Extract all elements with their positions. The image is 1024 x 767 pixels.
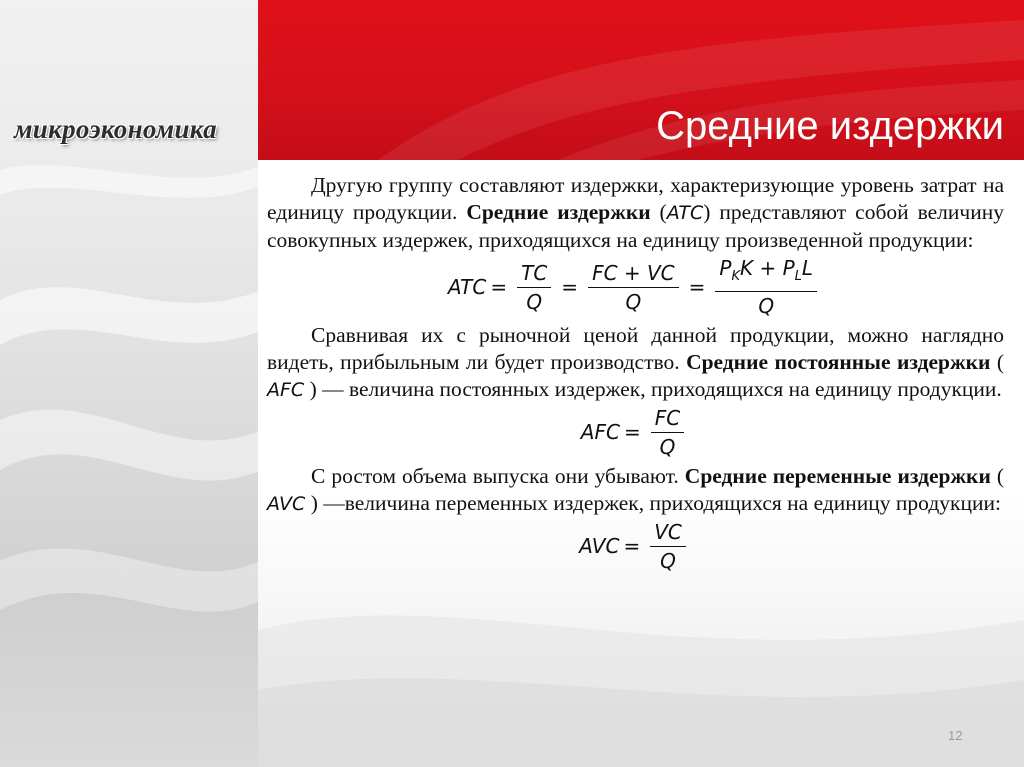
- numerator-end: L: [801, 256, 814, 280]
- fraction-numerator: [715, 256, 817, 292]
- equals-sign: =: [623, 420, 641, 444]
- p3-text-b: ) —величина переменных издержек, приходящихся на единицу продукции:: [305, 491, 1001, 515]
- fraction-numerator: FC + VC: [588, 261, 679, 288]
- p3-paren: (: [990, 464, 1004, 488]
- p3-text-a: С ростом объема выпуска они убывают.: [311, 464, 685, 488]
- p1-term: Средние издержки: [466, 200, 651, 224]
- subscript-k: K: [731, 269, 741, 284]
- fraction-pk-pl-q: [715, 256, 817, 318]
- fraction-denominator: Q: [625, 289, 642, 314]
- equals-sign: =: [688, 274, 706, 299]
- formula-atc-lhs: ATC: [447, 274, 487, 299]
- p1-text-a: Другую группу составляют издержки, характеризующие уровень затрат на единицу продукции.: [267, 173, 1004, 224]
- formula-avc: [267, 520, 1004, 573]
- p3-variable: AVC: [267, 493, 306, 515]
- fraction-fc-vc-q: [588, 261, 679, 314]
- equals-sign: =: [561, 274, 579, 299]
- numerator-middle: K + P: [740, 256, 795, 280]
- fraction-numerator: FC: [651, 406, 684, 433]
- paragraph-3: [267, 463, 1004, 518]
- p2-text-a: Сравнивая их с рыночной ценой данной продукции, можно наглядно видеть, прибыльным ли будет производство.: [267, 323, 1004, 374]
- fraction-vc-q: [650, 520, 686, 573]
- p2-term: Средние постоянные издержки: [686, 350, 991, 374]
- fraction-numerator: TC: [517, 261, 551, 288]
- subject-label: микроэкономика: [14, 114, 217, 144]
- paragraph-1: [267, 172, 1004, 254]
- slide-body: [267, 172, 1004, 577]
- fraction-fc-q: [651, 406, 684, 459]
- p2-variable: AFC: [267, 379, 305, 401]
- price-symbol: P: [719, 256, 732, 280]
- page-number: 12: [948, 728, 963, 743]
- fraction-denominator: Q: [526, 289, 543, 314]
- subscript-l: L: [794, 269, 802, 284]
- equals-sign: =: [490, 274, 508, 299]
- fraction-denominator: Q: [660, 549, 676, 573]
- fraction-denominator: Q: [659, 435, 676, 459]
- formula-atc: [267, 256, 1004, 318]
- fraction-denominator: Q: [758, 294, 775, 318]
- formula-avc-lhs: AVC: [579, 534, 620, 558]
- p1-variable: ATC: [666, 202, 704, 224]
- p1-paren: (: [650, 200, 667, 224]
- p3-term: Средние переменные издержки: [684, 464, 991, 488]
- p1-text-b: ) представляют собой величину совокупных издержек, приходящихся на единицу произведенной продукции:: [267, 200, 1004, 252]
- equals-sign: =: [623, 534, 641, 558]
- fraction-tc-q: [517, 261, 551, 314]
- fraction-numerator: VC: [650, 520, 686, 547]
- p2-text-b: ) — величина постоянных издержек, приходящихся на единицу продукции.: [304, 377, 1002, 401]
- paragraph-2: [267, 322, 1004, 404]
- p2-paren: (: [990, 350, 1004, 374]
- formula-afc-lhs: AFC: [580, 420, 620, 444]
- formula-afc: [267, 406, 1004, 459]
- slide-title: Средние издержки: [656, 104, 1004, 148]
